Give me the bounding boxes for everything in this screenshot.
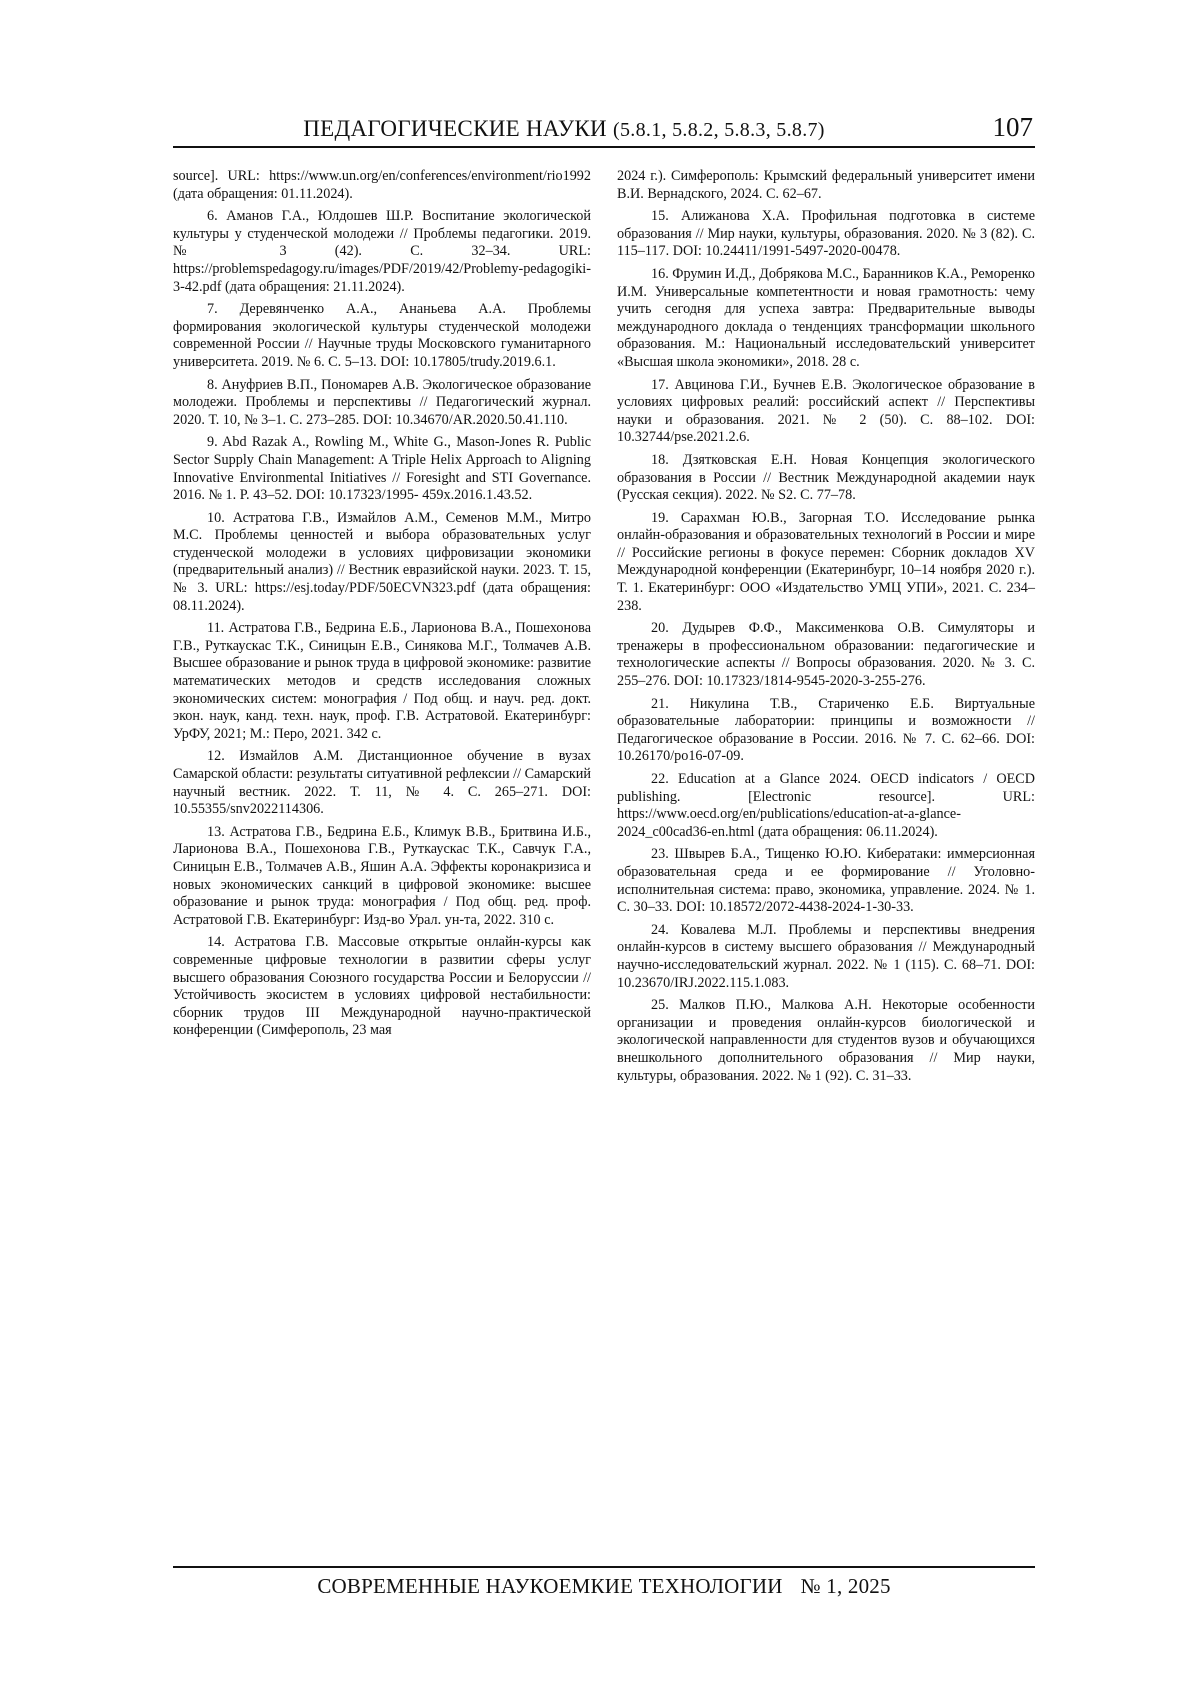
issue-number: № 1, 2025 (800, 1574, 891, 1598)
reference-item: 18. Дзятковская Е.Н. Новая Концепция экологического образования в России // Вестник Международной академии наук (Русская секция). 2022. № S2. С. 77–78. (617, 451, 1035, 504)
reference-item: 8. Ануфриев В.П., Пономарев А.В. Экологическое образование молодежи. Проблемы и перспективы // Педагогический журнал. 2020. Т. 10, № 3–1. С. 273–285. DOI: 10.34670/AR.2020.50.41.110. (173, 376, 591, 428)
journal-name: СОВРЕМЕННЫЕ НАУКОЕМКИЕ ТЕХНОЛОГИИ (317, 1574, 783, 1598)
page-number: 107 (992, 112, 1033, 142)
reference-item: 2024 г.). Симферополь: Крымский федеральный университет имени В.И. Вернадского, 2024. С. 62–67. (617, 168, 1035, 202)
reference-item: 10. Астратова Г.В., Измайлов А.М., Семенов М.М., Митро М.С. Проблемы ценностей и выбора образовательных услуг студенческой молодежи в условиях цифровизации экономики (предварительный анализ) // Вестник евразийской науки. 2023. Т. 15, № 3. URL: https://esj.today/PDF/50ECVN323.pdf (дата обращения: 08.11.2024). (173, 509, 591, 614)
reference-item: 17. Авцинова Г.И., Бучнев Е.В. Экологическое образование в условиях цифровых реалий: российский аспект // Перспективы науки и образования. 2021. № 2 (50). С. 88–102. DOI: 10.32744/pse.2021.2.6. (617, 376, 1035, 446)
reference-item: 19. Сарахман Ю.В., Загорная Т.О. Исследование рынка онлайн-образования и образовательных технологий в России и мире // Российские регионы в фокусе перемен: Сборник докладов XV Международной конференции (Екатеринбург, 10–14 ноября 2020 г.). Т. 1. Екатеринбург: ООО «Издательство УМЦ УПИ», 2021. С. 234–238. (617, 509, 1035, 614)
reference-item: 9. Abd Razak A., Rowling M., White G., Mason-Jones R. Public Sector Supply Chain Management: A Triple Helix Approach to Aligning Innovative Environmental Initiatives // Foresight and STI Governance. 2016. № 1. P. 43–52. DOI: 10.17323/1995- 459x.2016.1.43.52. (173, 434, 591, 504)
reference-item: 11. Астратова Г.В., Бедрина Е.Б., Ларионова В.А., Пошехонова Г.В., Руткаускас Т.К., Синицын Е.В., Синякова М.Г., Толмачев А.В. Высшее образование и рынок труда в цифровой экономике: развитие математических методов и средств исследования сложных экономических систем: монография / Под общ. и науч. ред. докт. экон. наук, канд. техн. наук, проф. Г.В. Астратовой. Екатеринбург: УрФУ, 2021; М.: Перо, 2021. 342 с. (173, 620, 591, 742)
section-codes: (5.8.1, 5.8.2, 5.8.3, 5.8.7) (613, 119, 825, 141)
running-footer (173, 1566, 1035, 1599)
section-name: ПЕДАГОГИЧЕСКИЕ НАУКИ (303, 116, 607, 141)
reference-item: 24. Ковалева М.Л. Проблемы и перспективы внедрения онлайн-курсов в систему высшего образования // Международный научно-исследовательский журнал. 2022. № 1 (115). С. 68–71. DOI: 10.23670/IRJ.2022.115.1.083. (617, 921, 1035, 991)
reference-item: 22. Education at a Glance 2024. OECD indicators / OECD publishing. [Electronic resource]. URL: https://www.oecd.org/en/publications/education-at-a-glance-2024_c00cad36-en.html (дата обращения: 06.11.2024). (617, 771, 1035, 840)
references-right-column (617, 168, 1035, 1090)
reference-item: 14. Астратова Г.В. Массовые открытые онлайн-курсы как современные цифровые технологии в развитии сферы услуг высшего образования Союзного государства России и Белоруссии // Устойчивость экосистем в условиях цифровой нестабильности: сборник трудов III Международной научно-практической конференции (Симферополь, 23 мая (173, 934, 591, 1039)
reference-item: 16. Фрумин И.Д., Добрякова М.С., Баранников К.А., Реморенко И.М. Универсальные компетентности и новая грамотность: чему учить сегодня для успеха завтра: Предварительные выводы международного доклада о тенденциях трансформации школьного образования. М.: Национальный исследовательский университет «Высшая школа экономики», 2018. 28 с. (617, 265, 1035, 370)
reference-item: 21. Никулина Т.В., Стариченко Е.Б. Виртуальные образовательные лаборатории: принципы и возможности // Педагогическое образование в России. 2016. № 7. С. 62–66. DOI: 10.26170/po16-07-09. (617, 695, 1035, 765)
reference-item: 6. Аманов Г.А., Юлдошев Ш.Р. Воспитание экологической культуры у студенческой молодежи // Проблемы педагогики. 2019. № 3 (42). С. 32–34. URL: https://problemspedagogy.ru/images/PDF/2019/42/Problemy-pedagogiki-3-42.pdf (дата обращения: 21.11.2024). (173, 208, 591, 295)
reference-item: 23. Швырев Б.А., Тищенко Ю.Ю. Кибератаки: иммерсионная образовательная среда и ее формирование // Уголовно-исполнительная система: право, экономика, управление. 2024. № 1. С. 30–33. DOI: 10.18572/2072-4438-2024-1-30-33. (617, 846, 1035, 916)
running-header (173, 104, 1035, 148)
reference-item: 12. Измайлов А.М. Дистанционное обучение в вузах Самарской области: результаты ситуативной рефлексии // Самарский научный вестник. 2022. Т. 11, № 4. С. 265–271. DOI: 10.55355/snv2022114306. (173, 748, 591, 818)
reference-item: 25. Малков П.Ю., Малкова А.Н. Некоторые особенности организации и проведения онлайн-курсов биологической и экологической направленности для студентов вузов и обучающихся внешкольного дополнительного образования // Мир науки, культуры, образования. 2022. № 1 (92). С. 31–33. (617, 997, 1035, 1084)
reference-item: source]. URL: https://www.un.org/en/conferences/environment/rio1992 (дата обращения: 01.11.2024). (173, 168, 591, 202)
references-left-column (173, 168, 591, 1045)
reference-item: 7. Деревянченко А.А., Ананьева А.А. Проблемы формирования экологической культуры студенческой молодежи современной России // Научные труды Московского гуманитарного университета. 2019. № 6. С. 5–13. DOI: 10.17805/trudy.2019.6.1. (173, 301, 591, 370)
section-title (173, 116, 955, 142)
reference-item: 15. Алижанова Х.А. Профильная подготовка в системе образования // Мир науки, культуры, образования. 2020. № 3 (82). С. 115–117. DOI: 10.24411/1991-5497-2020-00478. (617, 208, 1035, 260)
reference-item: 20. Дудырев Ф.Ф., Максименкова О.В. Симуляторы и тренажеры в профессиональном образовании: педагогические и технологические аспекты // Вопросы образования. 2020. № 3. С. 255–276. DOI: 10.17323/1814-9545-2020-3-255-276. (617, 620, 1035, 690)
reference-item: 13. Астратова Г.В., Бедрина Е.Б., Климук В.В., Бритвина И.Б., Ларионова В.А., Пошехонова Г.В., Руткаускас Т.К., Савчук Г.А., Синицын Е.В., Толмачев А.В., Яшин А.А. Эффекты коронакризиса и новых экономических санкций в цифровой экономике: высшее образование и рынок труда: монография / Под общ. ред. проф. Астратовой Г.В. Екатеринбург: Изд-во Урал. ун-та, 2022. 310 с. (173, 823, 591, 928)
